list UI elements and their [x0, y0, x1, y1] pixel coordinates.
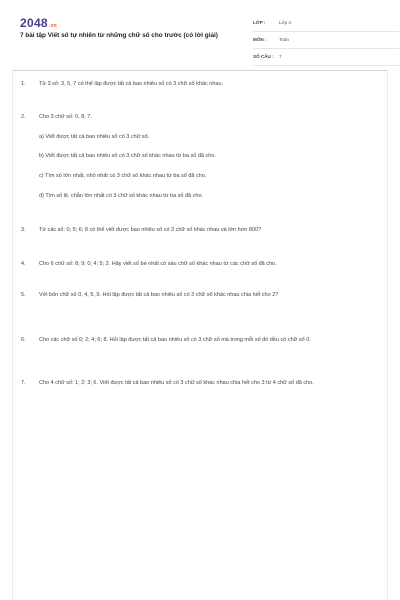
question-number: 2.	[21, 114, 26, 120]
sub-question-c: c) Tìm số lớn nhất, nhỏ nhất có 3 chữ số khác nhau từ ba số đã cho.	[39, 173, 207, 179]
question-text: Từ các số: 0; 5; 6; 8 có thể viết được bao nhiêu số có 3 chữ số khác nhau và lớn hơn 800?	[39, 227, 262, 233]
question-number: 5.	[21, 292, 26, 298]
site-logo[interactable]	[20, 16, 57, 30]
question-number: 4.	[21, 261, 26, 267]
meta-label: SỐ CÂU :	[253, 54, 274, 59]
meta-row-count	[253, 52, 399, 66]
page-border-left	[12, 70, 13, 600]
question-number: 6.	[21, 337, 26, 343]
question-text: Cho 3 chữ số: 0, 8, 7.	[39, 114, 92, 120]
question-number: 7.	[21, 380, 26, 386]
meta-label: MÔN :	[253, 37, 267, 42]
sub-question-a: a) Viết được tất cả bao nhiêu số có 3 chữ số.	[39, 134, 150, 140]
meta-row-class	[253, 18, 399, 32]
sub-question-b: b) Viết được tất cả bao nhiêu số có 3 chữ số khác nhau từ ba số đã cho.	[39, 153, 216, 159]
question-text: Cho 4 chữ số: 1; 2; 3; 6. Viết được tất cả bao nhiêu số có 3 chữ số khác nhau chia hết cho 3 từ 4 chữ số đã cho.	[39, 380, 314, 386]
document-header	[20, 14, 380, 62]
question-number: 3.	[21, 227, 26, 233]
question-text: Cho các chữ số 0; 2; 4; 6; 8. Hỏi lập được tất cả bao nhiêu số có 3 chữ số mà trong mỗi số đó đều có chữ số 0.	[39, 337, 311, 343]
question-text: Cho 6 chữ số: 8; 9; 0; 4; 5; 2. Hãy viết số bé nhất có sáu chữ số khác nhau từ các chữ số đã cho.	[39, 261, 277, 267]
question-text: Từ 3 số: 3, 5, 7 có thể lập được tất cả bao nhiêu số có 3 chữ số khác nhau.	[39, 81, 224, 87]
header-divider	[12, 70, 388, 71]
document-meta	[253, 18, 399, 69]
meta-value: 7	[279, 54, 282, 59]
document-title: 7 bài tập Viết số tự nhiên từ những chữ số cho trước (có lời giải)	[20, 32, 218, 39]
question-number: 1.	[21, 81, 26, 87]
meta-label: LỚP :	[253, 20, 266, 25]
meta-value: Toán	[279, 37, 289, 42]
logo-suffix: .vn	[48, 23, 58, 29]
meta-value: Lớp 4	[279, 20, 291, 25]
page-border-right	[387, 70, 388, 600]
logo-main: 2048	[20, 16, 48, 30]
question-text: Với bốn chữ số 0, 4, 5, 9. Hỏi lập được tất cả bao nhiêu số có 3 chữ số khác nhau chia hết cho 2?	[39, 292, 279, 298]
meta-row-subject	[253, 35, 399, 49]
sub-question-d: d) Tìm số lẻ, chẵn lớn nhất có 3 chữ số khác nhau từ ba số đã cho.	[39, 193, 204, 199]
